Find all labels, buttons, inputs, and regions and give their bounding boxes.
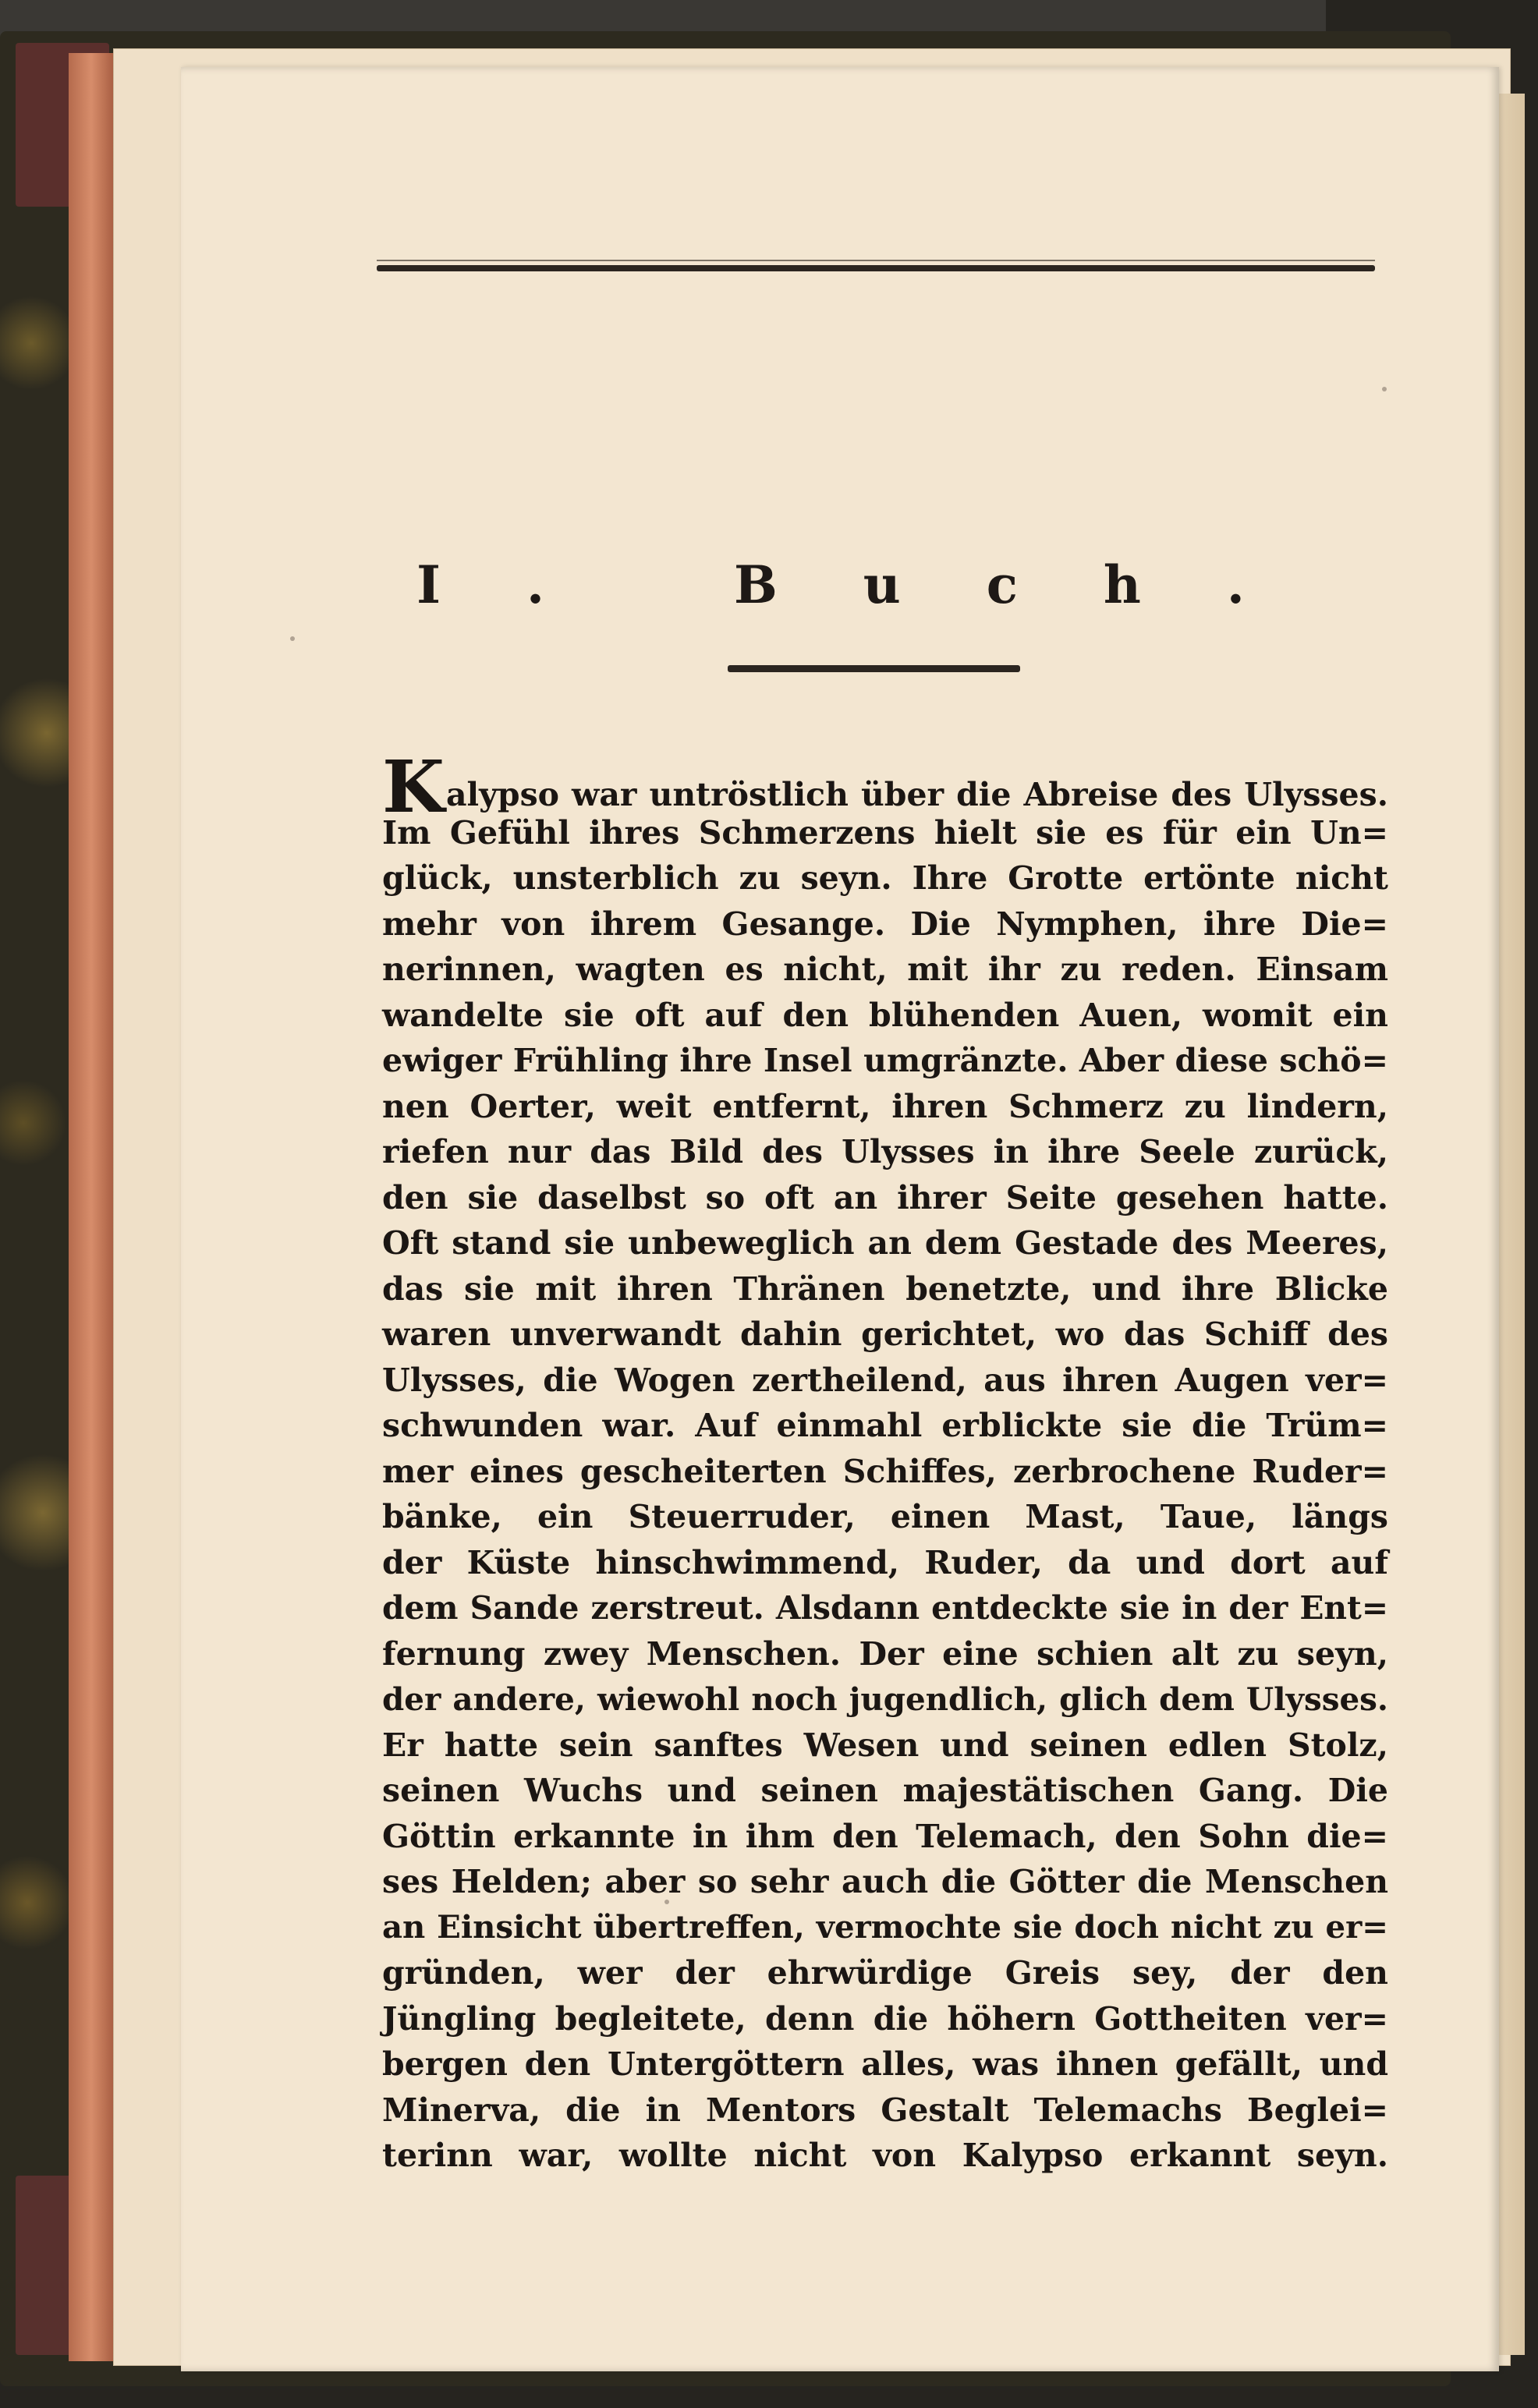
text-line: fernung zwey Menschen. Der eine schien alt zu seyn, <box>382 1634 1388 1673</box>
text-line: Minerva, die in Mentors Gestalt Telemachs Beglei= <box>382 2091 1388 2129</box>
text-line: nen Oerter, weit entfernt, ihren Schmerz zu lindern, <box>382 1087 1388 1125</box>
text-line: riefen nur das Bild des Ulysses in ihre Seele zurück, <box>382 1133 1388 1170</box>
header-rule <box>377 265 1375 271</box>
drop-cap: K <box>382 745 445 829</box>
text-line: waren unverwandt dahin gerichtet, wo das Schiff des <box>382 1316 1388 1353</box>
text-line: dem Sande zerstreut. Alsdann entdeckte sie in der Ent= <box>382 1589 1388 1627</box>
text-line: Kalypso war untröstlich über die Abreise des Ulysses. <box>382 745 1388 829</box>
text-line: das sie mit ihren Thränen benetzte, und ihre Blicke <box>382 1270 1388 1308</box>
text-line: terinn war, wollte nicht von Kalypso erkannt seyn. <box>382 2137 1388 2174</box>
title-divider-rule <box>728 665 1020 672</box>
text-line: seinen Wuchs und seinen majestätischen Gang. Die <box>382 1772 1388 1809</box>
header-rule-thin <box>377 260 1375 261</box>
text-line: ses Helden; aber so sehr auch die Götter die Menschen <box>382 1863 1388 1900</box>
text-line: glück, unsterblich zu seyn. Ihre Grotte ertönte nicht <box>382 859 1388 897</box>
text-line: den sie daselbst so oft an ihrer Seite gesehen hatte. <box>382 1178 1388 1216</box>
cover-edge <box>69 53 114 2361</box>
text-line: Im Gefühl ihres Schmerzens hielt sie es für ein Un= <box>382 813 1388 852</box>
text-line: Jüngling begleitete, denn die höhern Gottheiten ver= <box>382 1999 1388 2038</box>
body-text <box>382 745 1388 2179</box>
text-line: schwunden war. Auf einmahl erblickte sie die Trüm= <box>382 1407 1388 1444</box>
text-line: ewiger Frühling ihre Insel umgränzte. Aber diese schö= <box>382 1042 1388 1079</box>
text-line: gründen, wer der ehrwürdige Greis sey, der den <box>382 1954 1388 1992</box>
text-line: nerinnen, wagten es nicht, mit ihr zu reden. Einsam <box>382 951 1388 988</box>
text-line: Oft stand sie unbeweglich an dem Gestade des Meeres, <box>382 1224 1388 1262</box>
text-line: bänke, ein Steuerruder, einen Mast, Taue, längs <box>382 1498 1388 1535</box>
text-line: bergen den Untergöttern alles, was ihnen gefällt, und <box>382 2045 1388 2083</box>
text-line: der andere, wiewohl noch jugendlich, glich dem Ulysses. <box>382 1680 1388 1718</box>
text-line: Göttin erkannte in ihm den Telemach, den Sohn die= <box>382 1817 1388 1855</box>
paper-speck <box>290 636 295 641</box>
chapter-title: I. Buch. <box>416 554 1331 615</box>
text-line: Er hatte sein sanftes Wesen und seinen edlen Stolz, <box>382 1726 1388 1764</box>
text-line: an Einsicht übertreffen, vermochte sie doch nicht zu er= <box>382 1908 1388 1946</box>
text-line: der Küste hinschwimmend, Ruder, da und dort auf <box>382 1543 1388 1581</box>
text-line: mehr von ihrem Gesange. Die Nymphen, ihre Die= <box>382 905 1388 943</box>
paper-speck <box>1382 387 1387 391</box>
text-line: wandelte sie oft auf den blühenden Auen, womit ein <box>382 996 1388 1034</box>
text-line: Ulysses, die Wogen zertheilend, aus ihren Augen ver= <box>382 1361 1388 1399</box>
text-line: mer eines gescheiterten Schiffes, zerbrochene Ruder= <box>382 1452 1388 1490</box>
